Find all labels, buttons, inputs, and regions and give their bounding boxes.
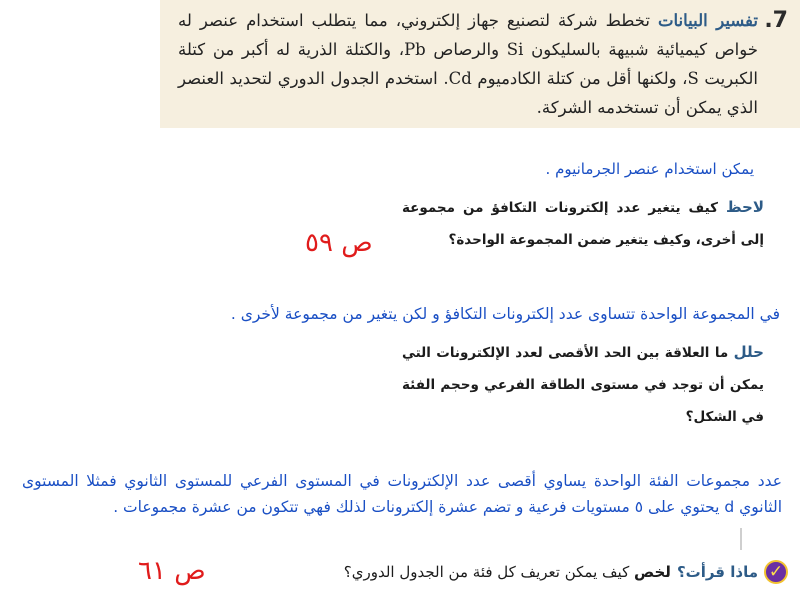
answer-3: عدد مجموعات الفئة الواحدة يساوي أقصى عدد الإلكترونات في المستوى الفرعي للمستوى الثانوي فمثلا المستوى الثانوي d يحتوي على ٥ مستويات فرعية و تضم عشرة إلكترونات لذلك فهي تتكون من عشرة مجموعات . <box>22 472 782 516</box>
reading-check <box>344 560 788 584</box>
page-ref-61: ص ٦١ <box>138 556 206 586</box>
divider <box>740 528 742 550</box>
reading-check-question <box>344 563 671 581</box>
page-ref-59: ص ٥٩ <box>305 228 373 258</box>
reading-check-text: كيف يمكن تعريف كل فئة من الجدول الدوري؟ <box>343 563 630 581</box>
checkmark-icon: ✓ <box>764 560 788 584</box>
question-text <box>178 6 758 122</box>
note-analyze <box>402 336 764 433</box>
question-body: تخطط شركة لتصنيع جهاز إلكتروني، مما يتطلب استخدام عنصر له خواص كيميائية شبيهة بالسليكون Si والرصاص Pb، والكتلة الذرية له أكبر من كتلة الكبريت S، ولكنها أقل من كتلة الكادميوم Cd. استخدم الجدول الدوري لتحديد العنصر الذي يمكن أن تستخدمه الشركة. <box>178 11 758 117</box>
note-observe <box>402 191 764 256</box>
note-observe-text: كيف يتغير عدد إلكترونات التكافؤ من مجموعة إلى أخرى، وكيف يتغير ضمن المجموعة الواحدة؟ <box>402 200 764 248</box>
question-title: تفسير البيانات <box>658 11 758 30</box>
note-observe-keyword: لاحظ <box>725 198 764 216</box>
reading-check-keyword: لخص <box>634 563 671 581</box>
reading-check-label: ماذا قرأت؟ <box>676 563 758 581</box>
answer-1: يمكن استخدام عنصر الجرمانيوم . <box>545 160 754 178</box>
note-analyze-keyword: حلل <box>733 343 764 361</box>
note-analyze-text: ما العلاقة بين الحد الأقصى لعدد الإلكترونات التي يمكن أن توجد في مستوى الطاقة الفرعي وحجم الفئة في الشكل؟ <box>402 345 764 425</box>
answer-2: في المجموعة الواحدة تتساوى عدد إلكترونات التكافؤ و لكن يتغير من مجموعة لأخرى . <box>230 305 780 323</box>
question-block <box>160 0 800 128</box>
question-number: .7 <box>764 8 788 33</box>
